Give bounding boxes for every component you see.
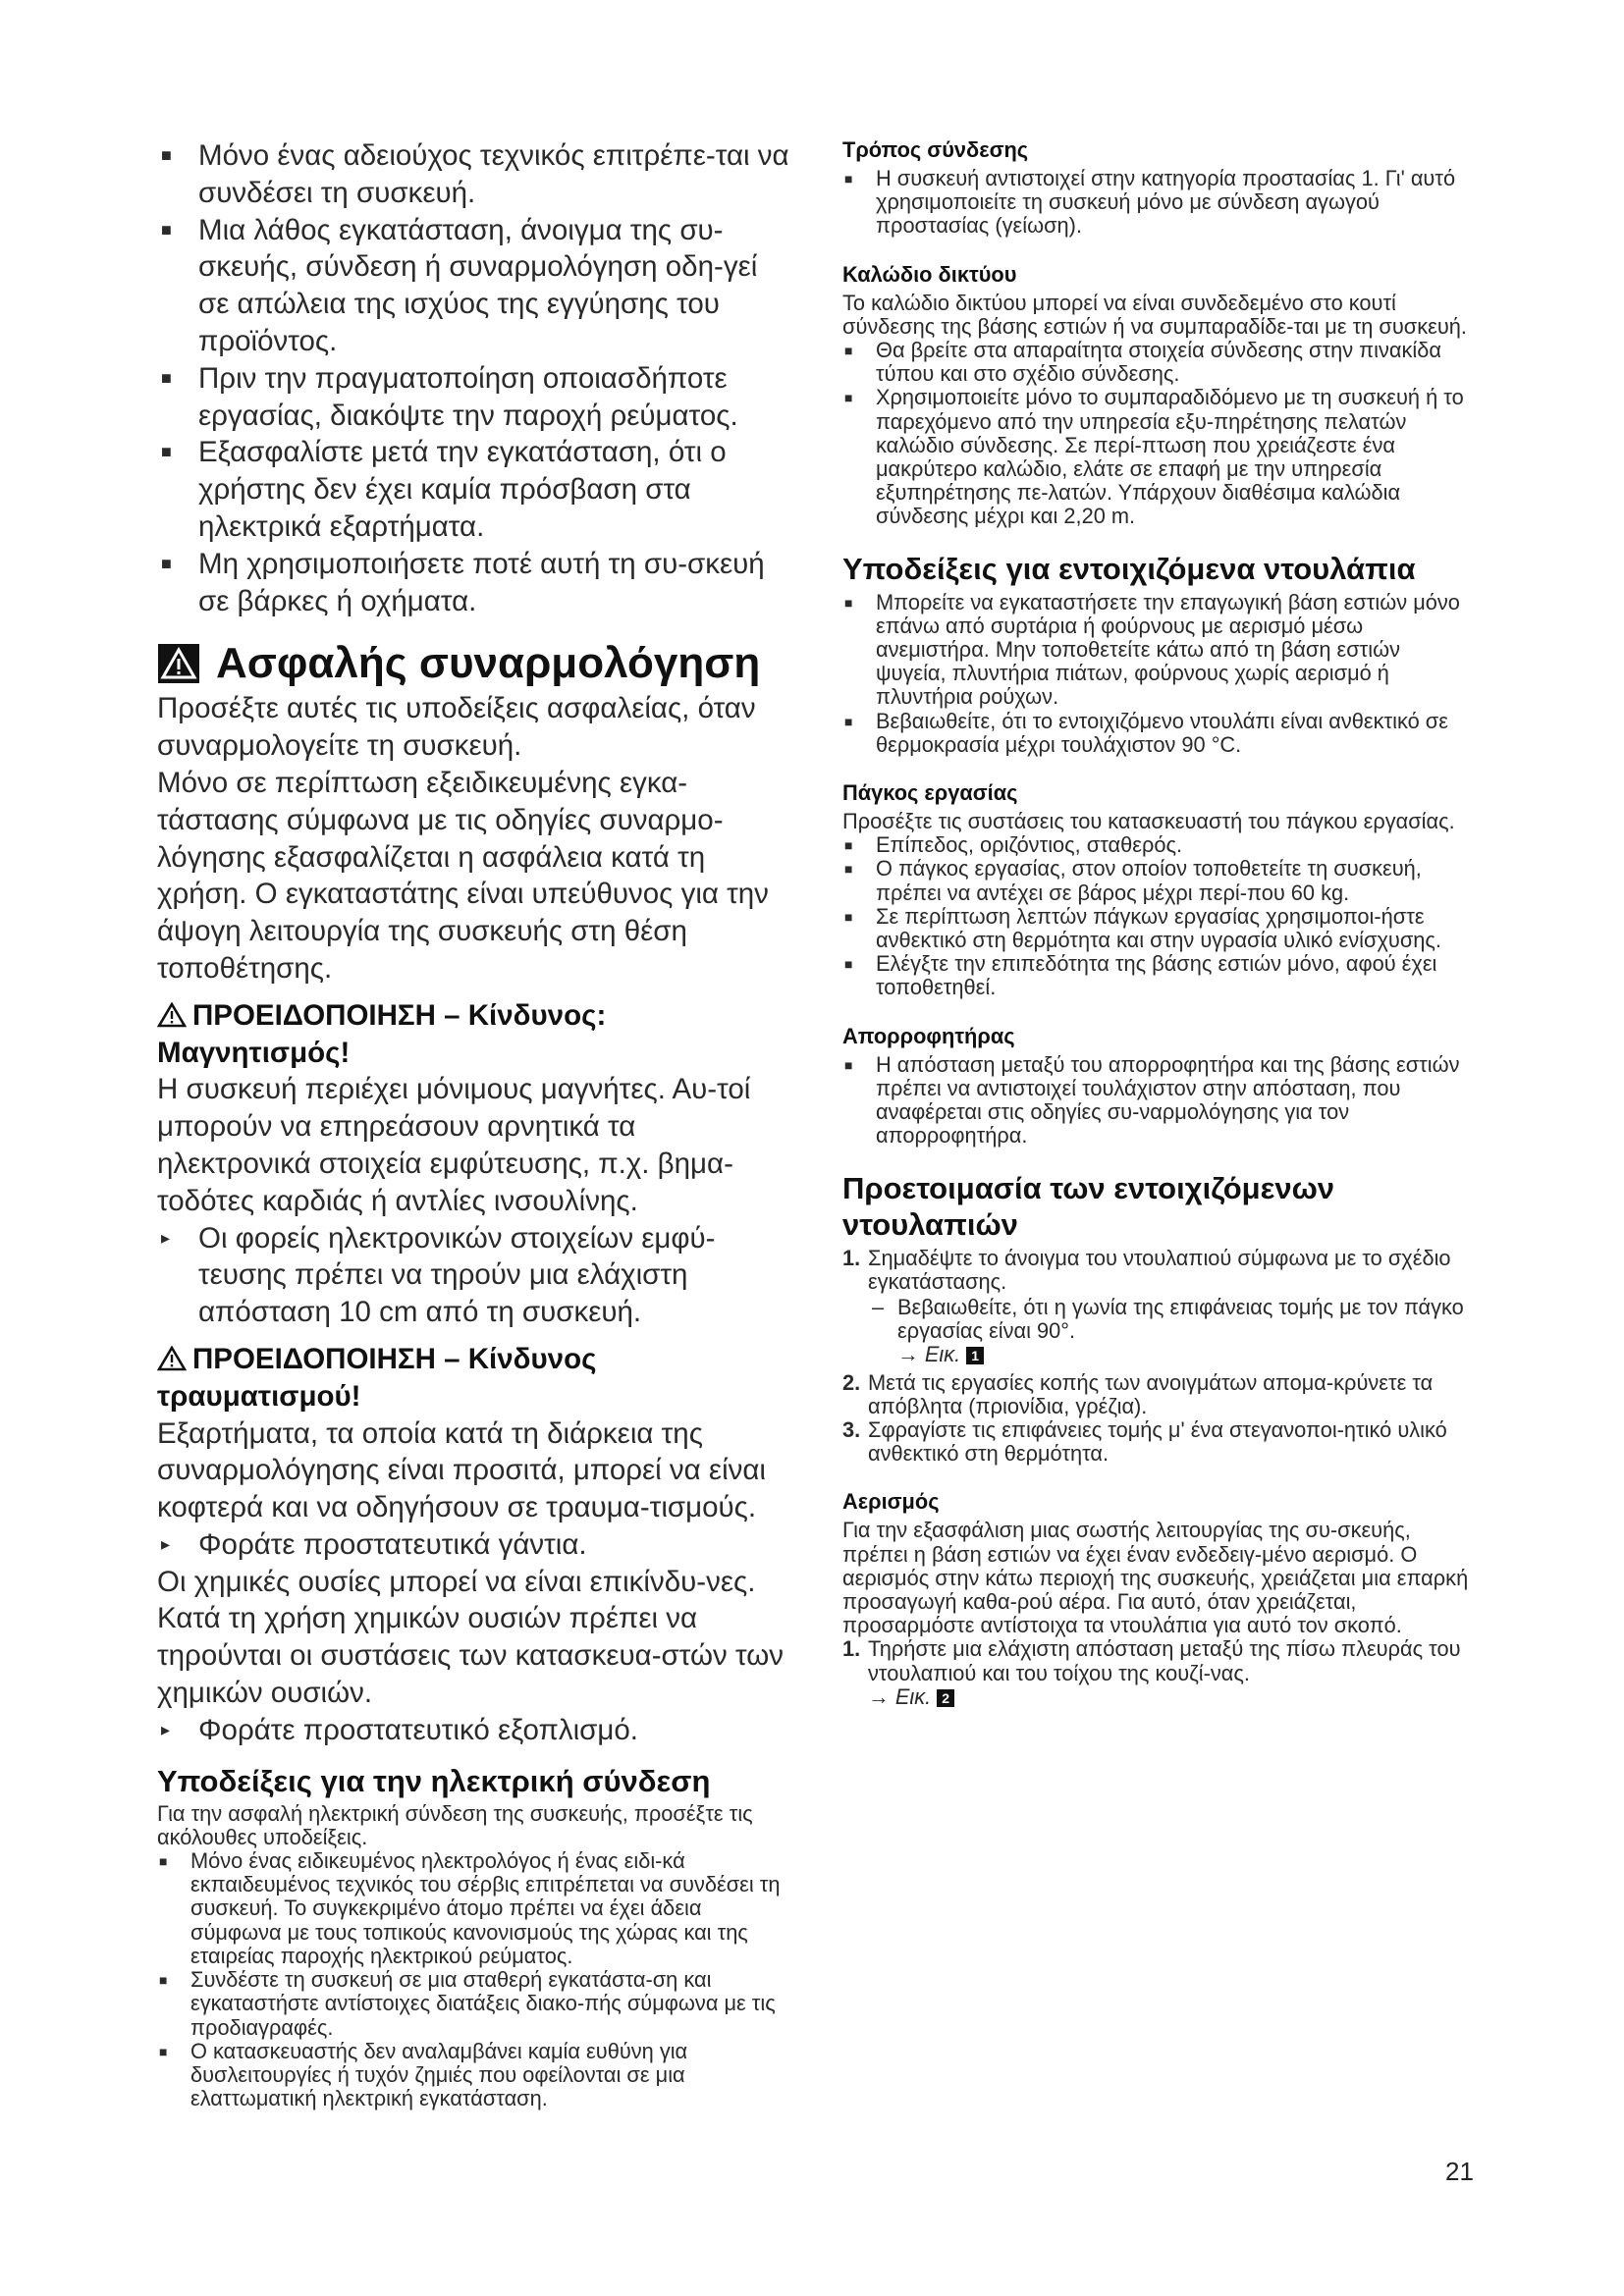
bullet-square-icon: ■ bbox=[159, 2043, 168, 2059]
paragraph: Το καλώδιο δικτύου μπορεί να είναι συνδεδεμένο στο κουτί σύνδεσης της βάσης εστιών ή να συμπαραδίδε-ται με τη συσκευή. bbox=[842, 290, 1467, 339]
list-item: ■ Μια λάθος εγκατάσταση, άνοιγμα της συ-σκευής, σύνδεση ή συναρμολόγηση οδη-γεί σε απώλεια της ισχύος της εγγύησης του προϊόντος. bbox=[157, 212, 793, 360]
list-item: ■ Η συσκευή αντιστοιχεί στην κατηγορία προστασίας 1. Γι' αυτό χρησιμοποιείτε τη συσκευή μόνο με σύνδεση αγωγού προστασίας (γείωση). bbox=[844, 166, 1456, 239]
subsection-heading: Αερισμός bbox=[842, 1489, 940, 1515]
list-item: ■ Μόνο ένας αδειούχος τεχνικός επιτρέπε-ται να συνδέσει τη συσκευή. bbox=[157, 137, 793, 212]
list-item: ■ Μπορείτε να εγκαταστήσετε την επαγωγική βάση εστιών μόνο επάνω από συρτάρια ή φούρνους με αερισμό μέσω ανεμιστήρα. Μην τοποθετείτε κάτω από τη βάση εστιών ψυγεία, πλυντήρια πιάτων, φούρνους χωρίς αερισμό ή πλυντήρια ρούχων. bbox=[844, 589, 1460, 710]
list-item: ■ Πριν την πραγματοποίηση οποιασδήποτε εργασίας, διακόψτε την παροχή ρεύματος. bbox=[157, 360, 793, 435]
paragraph: Προσέξτε αυτές τις υποδείξεις ασφαλείας, όταν συναρμολογείτε τη συσκευή. bbox=[157, 692, 756, 763]
section-heading: Προετοιμασία των εντοιχιζόμενων ντουλαπιών bbox=[842, 1170, 1335, 1242]
paragraph: Για την ασφαλή ηλεκτρική σύνδεση της συσκευής, προσέξτε τις ακόλουθες υποδείξεις. bbox=[157, 1800, 753, 1849]
numbered-step: 3. Σφραγίστε τις επιφάνειες τομής μ' ένα στεγανοποι-ητικό υλικό ανθεκτικό στη θερμότητα. bbox=[842, 1416, 1447, 1467]
paragraph: Μόνο σε περίπτωση εξειδικευμένης εγκα-τάστασης σύμφωνα με τις οδηγίες συναρμο-λόγησης εξασφαλίζεται η ασφάλεια κατά τη χρήση. Ο εγκαταστάτης είναι υπεύθυνος για την άψογη λειτουργία της συσκευής στη θέση τοποθέτησης. bbox=[157, 766, 769, 985]
paragraph: Εξαρτήματα, τα οποία κατά τη διάρκεια της συναρμολόγησης είναι προσιτά, μπορεί να είναι κοφτερά και να οδηγήσουν σε τραυμα-τισμούς. bbox=[157, 1416, 766, 1524]
sub-step: – Βεβαιωθείτε, ότι η γωνία της επιφάνειας τομής με τον πάγκο εργασίας είναι 90°. bbox=[872, 1294, 1464, 1344]
list-item: ■ Θα βρείτε στα απαραίτητα στοιχεία σύνδεσης στην πινακίδα τύπου και στο σχέδιο σύνδεσης. bbox=[844, 338, 1441, 387]
subsection-heading: Απορροφητήρας bbox=[842, 1023, 1015, 1048]
list-item: ■ Συνδέστε τη συσκευή σε μια σταθερή εγκατάστα-ση και εγκαταστήστε αντίστοιχες διατάξεις διακο-πής σύμφωνα με τις προδιαγραφές. bbox=[159, 1967, 776, 2040]
warning-heading: ΠΡΟΕΙΔΟΠΟΙΗΣΗ – Κίνδυνος τραυματισμού! bbox=[157, 1342, 597, 1413]
action-item: ▸ Φοράτε προστατευτικά γάντια. bbox=[157, 1526, 793, 1564]
numbered-step: 1. Σημαδέψτε το άνοιγμα του ντουλαπιού σύμφωνα με το σχέδιο εγκατάστασης. bbox=[842, 1245, 1451, 1294]
list-item: ■ Ο κατασκευαστής δεν αναλαμβάνει καμία ευθύνη για δυσλειτουργίες ή τυχόν ζημιές που οφείλονται σε μια ελαττωματική ηλεκτρική εγκατάσταση. bbox=[159, 2038, 688, 2111]
bullet-square-icon: ■ bbox=[844, 908, 853, 925]
list-item: ■ Ο πάγκος εργασίας, στον οποίον τοποθετείτε τη συσκευή, πρέπει να αντέχει σε βάρος μέχρι περί-που 60 kg. bbox=[844, 856, 1422, 905]
bullet-square-icon: ■ bbox=[161, 442, 172, 462]
list-item: ■ Μη χρησιμοποιήσετε ποτέ αυτή τη συ-σκευή σε βάρκες ή οχήματα. bbox=[157, 546, 793, 620]
warning-triangle-icon bbox=[157, 1002, 187, 1028]
bullet-square-icon: ■ bbox=[161, 553, 172, 573]
action-item: ▸ Φοράτε προστατευτικό εξοπλισμό. bbox=[157, 1712, 793, 1749]
warning-heading: ΠΡΟΕΙΔΟΠΟΙΗΣΗ – Κίνδυνος: Μαγνητισμός! bbox=[157, 998, 607, 1069]
bullet-square-icon: ■ bbox=[844, 861, 853, 878]
arrow-right-icon: ▸ bbox=[161, 1719, 171, 1739]
list-item: ■ Βεβαιωθείτε, ότι το εντοιχιζόμενο ντουλάπι είναι ανθεκτικό σε θερμοκρασία μέχρι τουλάχιστον 90 °C. bbox=[844, 708, 1448, 757]
bullet-square-icon: ■ bbox=[844, 713, 853, 729]
subsection-heading: Υποδείξεις για την ηλεκτρική σύνδεση bbox=[157, 1763, 711, 1798]
paragraph: Οι χημικές ουσίες μπορεί να είναι επικίνδυ-νες. Κατά τη χρήση χημικών ουσιών πρέπει να τηρούνται οι συστάσεις των κατασκευα-στών των χημικών ουσιών. bbox=[157, 1565, 784, 1710]
arrow-right-icon: ▸ bbox=[161, 1227, 171, 1248]
bullet-square-icon: ■ bbox=[161, 367, 172, 388]
paragraph: Η συσκευή περιέχει μόνιμους μαγνήτες. Αυ-τοί μπορούν να επηρεάσουν αρνητικά τα ηλεκτρονικά στοιχεία εμφύτευσης, π.χ. βημα-τοδότες καρδιάς ή αντλίες ινσουλίνης. bbox=[157, 1073, 751, 1217]
list-item: ■ Μόνο ένας ειδικευμένος ηλεκτρολόγος ή ένας ειδι-κά εκπαιδευμένος τεχνικός του σέρβις επιτρέπεται να συνδέσει τη συσκευή. Το συγκεκριμένο άτομο πρέπει να έχει άδεια σύμφωνα με τους τοπικούς κανονισμούς της χώρας και της εταιρείας παροχής ηλεκτρικού ρεύματος. bbox=[159, 1848, 781, 1968]
left-column bbox=[157, 137, 793, 2110]
warning-triangle-icon bbox=[157, 1346, 187, 1371]
figure-reference: → Εικ. 1 bbox=[897, 1343, 1471, 1366]
section-heading: Υποδείξεις για εντοιχιζόμενα ντουλάπια bbox=[842, 551, 1416, 586]
list-item: ■ Η απόσταση μεταξύ του απορροφητήρα και της βάσης εστιών πρέπει να αντιστοιχεί τουλάχιστον στην απόσταση, που αναφέρεται στις οδηγίες συ-ναρμολόγησης για τον απορροφητήρα. bbox=[844, 1051, 1460, 1148]
bullet-square-icon: ■ bbox=[161, 219, 172, 240]
figure-number-badge: 2 bbox=[937, 1689, 954, 1707]
bullet-square-icon: ■ bbox=[844, 343, 853, 359]
bullet-square-icon: ■ bbox=[844, 594, 853, 611]
bullet-square-icon: ■ bbox=[161, 145, 172, 165]
bullet-square-icon: ■ bbox=[159, 1972, 168, 1989]
bullet-square-icon: ■ bbox=[844, 1056, 853, 1073]
paragraph: Για την εξασφάλιση μιας σωστής λειτουργίας της συ-σκευής, πρέπει η βάση εστιών να έχει έναν ενδεδειγ-μένο αερισμό. Ο αερισμός στην κάτω περιοχή της συσκευής, χρειάζεται μια επαρκή προσαγωγή καθα-ρού αέρα. Για αυτό, όταν χρειάζεται, προσαρμόστε αντίστοιχα τα ντουλάπια για αυτό τον σκοπό. bbox=[842, 1518, 1469, 1638]
subsection-heading: Πάγκος εργασίας bbox=[842, 780, 1018, 806]
list-item: ■ Χρησιμοποιείτε μόνο το συμπαραδιδόμενο με τη συσκευή ή το παρεχόμενο από την υπηρεσία εξυ-πηρέτησης πελατών καλώδιο σύνδεσης. Σε περί-πτωση που χρειάζεστε ένα μακρύτερο καλώδιο, ελάτε σε επαφή με την υπηρεσία εξυπηρέτησης πε-λατών. Υπάρχουν διαθέσιμα καλώδια σύνδεσης μέχρι και 2,20 m. bbox=[844, 385, 1464, 529]
bullet-square-icon: ■ bbox=[844, 956, 853, 973]
warning-box-icon bbox=[157, 643, 200, 684]
subsection-heading: Καλώδιο δικτύου bbox=[842, 261, 1017, 287]
arrow-right-icon: ▸ bbox=[161, 1533, 171, 1554]
page-number: 21 bbox=[1445, 2157, 1474, 2186]
bullet-square-icon: ■ bbox=[844, 837, 853, 854]
bullet-square-icon: ■ bbox=[844, 171, 853, 187]
list-item: ■ Ελέγξτε την επιπεδότητα της βάσης εστιών μόνο, αφού έχει τοποθετηθεί. bbox=[844, 951, 1437, 1000]
numbered-step: 1. Τηρήστε μια ελάχιστη απόσταση μεταξύ της πίσω πλευράς του ντουλαπιού και του τοίχου της κουζί-νας. bbox=[842, 1636, 1461, 1685]
action-item: ▸ Οι φορείς ηλεκτρονικών στοιχείων εμφύ-τευσης πρέπει να τηρούν μια ελάχιστη απόσταση 10 cm από τη συσκευή. bbox=[157, 1220, 793, 1331]
list-item: ■ Σε περίπτωση λεπτών πάγκων εργασίας χρησιμοποι-ήστε ανθεκτικό στη θερμότητα και στην υγρασία υλικό ενίσχυσης. bbox=[844, 903, 1441, 953]
list-item: ■ Επίπεδος, οριζόντιος, σταθερός. bbox=[844, 832, 1183, 858]
bullet-square-icon: ■ bbox=[159, 1853, 168, 1870]
list-item: ■ Εξασφαλίστε μετά την εγκατάσταση, ότι ο χρήστης δεν έχει καμία πρόσβαση στα ηλεκτρικά εξαρτήματα. bbox=[157, 434, 793, 545]
figure-number-badge: 1 bbox=[966, 1347, 984, 1364]
figure-reference: → Εικ. 2 bbox=[868, 1685, 1471, 1709]
right-column bbox=[842, 137, 1471, 1713]
bullet-square-icon: ■ bbox=[844, 390, 853, 406]
section-heading: Ασφαλής συναρμολόγηση bbox=[157, 637, 793, 690]
paragraph: Προσέξτε τις συστάσεις του κατασκευαστή του πάγκου εργασίας. bbox=[842, 809, 1455, 834]
numbered-step: 2. Μετά τις εργασίες κοπής των ανοιγμάτων απομα-κρύνετε τα απόβλητα (πριονίδια, γρέζια). bbox=[842, 1369, 1434, 1418]
subsection-heading: Τρόπος σύνδεσης bbox=[842, 137, 1029, 162]
